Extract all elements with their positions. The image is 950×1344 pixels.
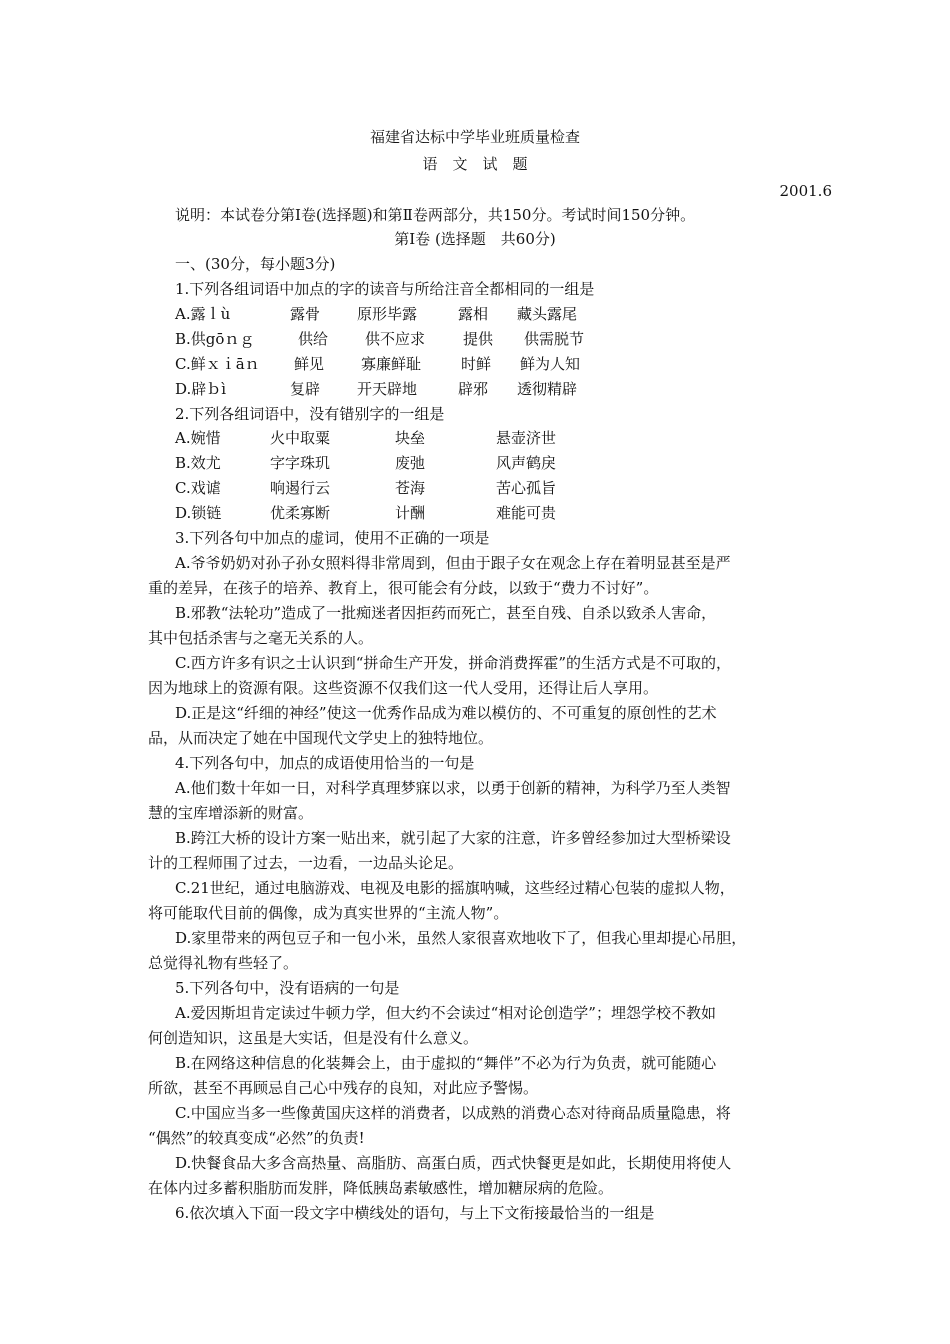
option-word: A.婉惜 — [175, 429, 221, 447]
question-3-option-c-cont: 因为地球上的资源有限。这些资源不仅我们这一代人受用，还得让后人享用。 — [148, 679, 659, 697]
question-6-stem: 6.依次填入下面一段文字中横线处的语句，与上下文衔接最恰当的一组是 — [175, 1204, 655, 1222]
question-4-option-a: A.他们数十年如一日，对科学真理梦寐以求，以勇于创新的精神，为科学乃至人类智 — [175, 779, 731, 797]
option-word: 风声鹤戾 — [496, 454, 557, 472]
question-3-option-d: D.正是这“纤细的神经”使这一优秀作品成为难以模仿的、不可重复的原创性的艺术 — [175, 704, 717, 722]
question-5-option-b-cont: 所欲，甚至不再顾忌自己心中残存的良知，对此应予警惕。 — [148, 1079, 539, 1097]
option-label: D.辟ｂì — [175, 380, 227, 398]
exam-instructions: 说明：本试卷分第Ⅰ卷(选择题)和第Ⅱ卷两部分，共150分。考试时间150分钟。 — [175, 206, 696, 224]
option-word: 鲜为人知 — [520, 355, 581, 373]
option-word: 辟邪 — [458, 380, 489, 398]
question-5-option-c: C.中国应当多一些像黄国庆这样的消费者，以成熟的消费心态对待商品质量隐患，将 — [175, 1104, 731, 1122]
question-4-option-b-cont: 计的工程师围了过去，一边看，一边品头论足。 — [148, 854, 464, 872]
option-word: 难能可贵 — [496, 504, 557, 522]
question-5-option-a: A.爱因斯坦肯定读过牛顿力学，但大约不会读过“相对论创造学”；埋怨学校不教如 — [175, 1004, 716, 1022]
option-word: 苍海 — [395, 479, 426, 497]
question-2-stem: 2.下列各组词语中，没有错别字的一组是 — [175, 405, 445, 423]
option-word: 时鲜 — [461, 355, 492, 373]
exam-subject: 语 文 试 题 — [422, 155, 528, 173]
question-4-option-c: C.21世纪，通过电脑游戏、电视及电影的摇旗呐喊，这些经过精心包装的虚拟人物， — [175, 879, 735, 897]
option-word: 供不应求 — [365, 330, 426, 348]
option-word: 透彻精辟 — [517, 380, 578, 398]
option-word: 优柔寡断 — [270, 504, 331, 522]
option-word: 块垒 — [395, 429, 426, 447]
question-3-option-c: C.西方许多有识之士认识到“拼命生产开发，拼命消费挥霍”的生活方式是不可取的， — [175, 654, 732, 672]
question-4-option-d-cont: 总觉得礼物有些轻了。 — [148, 954, 299, 972]
option-word: 藏头露尾 — [517, 305, 578, 323]
question-4-stem: 4.下列各句中，加点的成语使用恰当的一句是 — [175, 754, 475, 772]
option-word: 原形毕露 — [357, 305, 418, 323]
option-word: 复辟 — [290, 380, 321, 398]
question-3-option-d-cont: 品，从而决定了她在中国现代文学史上的独特地位。 — [148, 729, 494, 747]
option-label: C.鲜ｘｉāｎ — [175, 355, 260, 373]
option-word: B.效尤 — [175, 454, 221, 472]
option-word: 悬壶济世 — [496, 429, 557, 447]
question-5-option-b: B.在网络这种信息的化装舞会上，由于虚拟的“舞伴”不必为行为负责，就可能随心 — [175, 1054, 717, 1072]
option-word: 开天辟地 — [357, 380, 418, 398]
option-word: 废弛 — [395, 454, 426, 472]
option-word: 鲜见 — [294, 355, 325, 373]
section-heading: 一、(30分，每小题3分) — [175, 255, 336, 273]
question-3-option-b: B.邪教“法轮功”造成了一批痴迷者因拒药而死亡，甚至自残、自杀以致杀人害命， — [175, 604, 717, 622]
option-word: 响遏行云 — [270, 479, 331, 497]
question-4-option-a-cont: 慧的宝库增添新的财富。 — [148, 804, 314, 822]
exam-title: 福建省达标中学毕业班质量检查 — [369, 128, 580, 146]
option-label: A.露ｌù — [175, 305, 231, 323]
question-1-stem: 1.下列各组词语中加点的字的读音与所给注音全都相同的一组是 — [175, 280, 595, 298]
question-4-option-b: B.跨江大桥的设计方案一贴出来，就引起了大家的注意，许多曾经参加过大型桥梁设 — [175, 829, 731, 847]
option-word: 寡廉鲜耻 — [361, 355, 422, 373]
option-word: 提供 — [463, 330, 494, 348]
question-4-option-c-cont: 将可能取代目前的偶像，成为真实世界的“主流人物”。 — [148, 904, 509, 922]
option-label: B.供gōｎｇ — [175, 330, 255, 348]
volume-heading: 第Ⅰ卷 (选择题 共60分) — [394, 230, 556, 248]
option-word: 计酬 — [395, 504, 426, 522]
option-word: 露骨 — [290, 305, 321, 323]
option-word: D.锁链 — [175, 504, 222, 522]
question-3-option-a: A.爷爷奶奶对孙子孙女照料得非常周到，但由于跟子女在观念上存在着明显甚至是严 — [175, 554, 731, 572]
question-5-stem: 5.下列各句中，没有语病的一句是 — [175, 979, 400, 997]
option-word: 字字珠玑 — [270, 454, 331, 472]
option-word: 苦心孤旨 — [496, 479, 557, 497]
option-word: 供需脱节 — [524, 330, 585, 348]
question-5-option-a-cont: 何创造知识，这虽是大实话，但是没有什么意义。 — [148, 1029, 479, 1047]
option-word: 露相 — [458, 305, 489, 323]
question-3-option-a-cont: 重的差异，在孩子的培养、教育上，很可能会有分歧，以致于“费力不讨好”。 — [148, 579, 659, 597]
exam-date: 2001.6 — [779, 182, 832, 200]
question-3-option-b-cont: 其中包括杀害与之毫无关系的人。 — [148, 629, 374, 647]
option-word: 火中取粟 — [270, 429, 331, 447]
question-5-option-d-cont: 在体内过多蓄积脂肪而发胖，降低胰岛素敏感性，增加糖尿病的危险。 — [148, 1179, 614, 1197]
question-5-option-c-cont: “偶然”的较真变成“必然”的负责! — [148, 1129, 365, 1147]
option-word: 供给 — [298, 330, 329, 348]
question-5-option-d: D.快餐食品大多含高热量、高脂肪、高蛋白质，西式快餐更是如此，长期使用将使人 — [175, 1154, 732, 1172]
question-3-stem: 3.下列各句中加点的虚词，使用不正确的一项是 — [175, 529, 490, 547]
option-word: C.戏谑 — [175, 479, 221, 497]
question-4-option-d: D.家里带来的两包豆子和一包小米，虽然人家很喜欢地收下了，但我心里却提心吊胆， — [175, 929, 747, 947]
